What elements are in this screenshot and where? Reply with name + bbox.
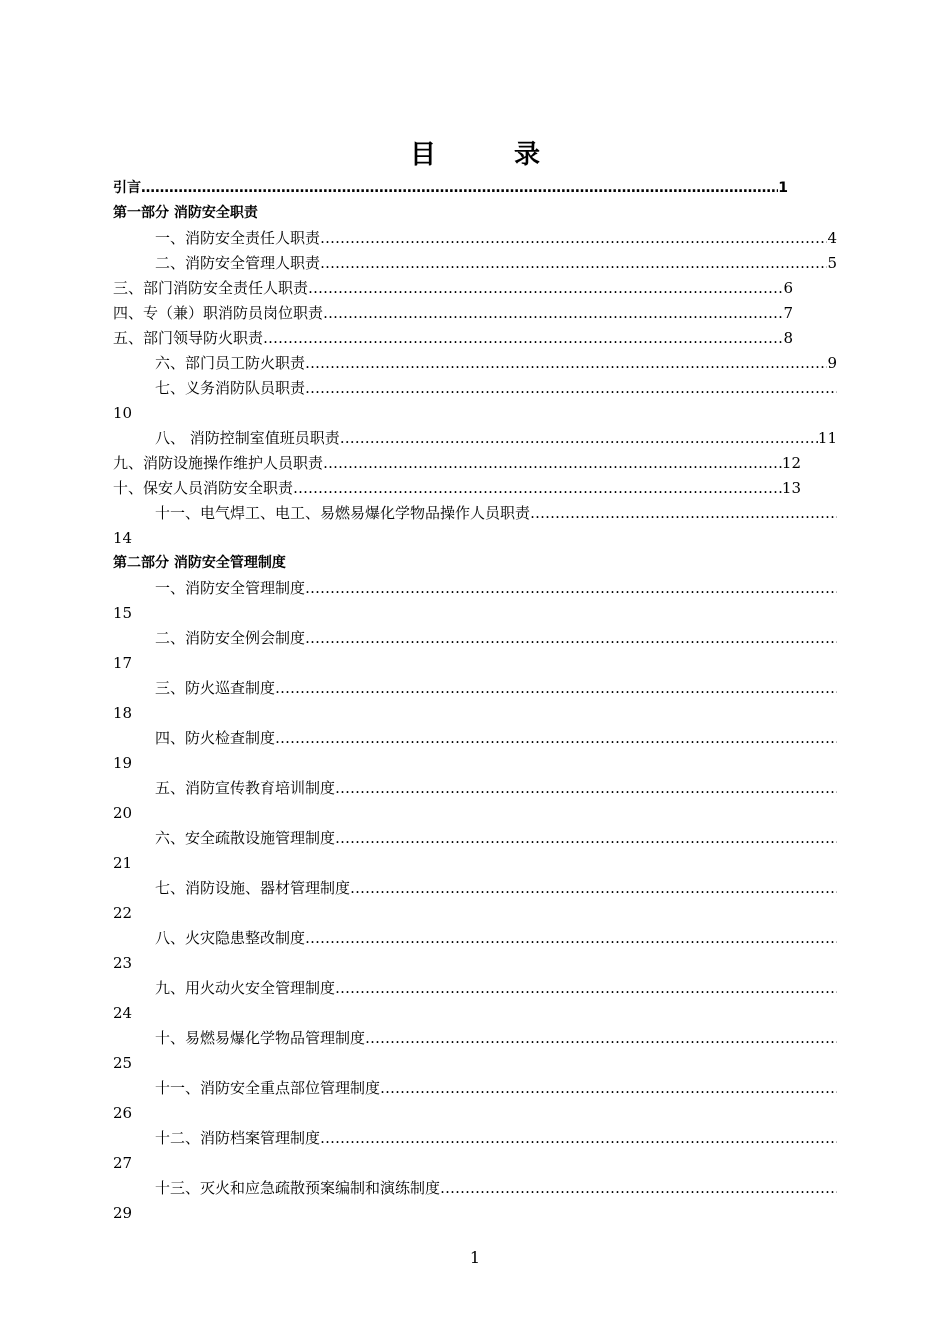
toc-entry[interactable]: 四、专（兼）职消防员岗位职责 …………………………………………………………………………………………………………………………………………………………………………………………………… 7 <box>113 301 793 326</box>
toc-entry[interactable]: 二、消防安全例会制度 …………………………………………………………………………………………………………………………………………………………………………………………………… <box>113 626 837 651</box>
toc-title <box>0 134 950 171</box>
toc-entry-page: 29 <box>113 1204 133 1222</box>
toc-entry[interactable]: 九、用火动火安全管理制度 …………………………………………………………………………………………………………………………………………………………………………………………………… <box>113 976 837 1001</box>
toc-entry[interactable]: 十三、灭火和应急疏散预案编制和演练制度 …………………………………………………………………………………………………………………………………………………………………………………………………… <box>113 1176 837 1201</box>
page-number: 1 <box>469 1248 481 1267</box>
toc-entry[interactable]: 一、消防安全管理制度 …………………………………………………………………………………………………………………………………………………………………………………………………… <box>113 576 837 601</box>
toc-entry[interactable]: 八、火灾隐患整改制度 …………………………………………………………………………………………………………………………………………………………………………………………………… <box>113 926 837 951</box>
toc-entry[interactable]: 八、 消防控制室值班员职责 …………………………………………………………………………………………………………………………………………………………………………………………………… 11 <box>113 426 837 451</box>
toc-entry[interactable]: 五、消防宣传教育培训制度 …………………………………………………………………………………………………………………………………………………………………………………………………… <box>113 776 837 801</box>
toc-entry[interactable]: 五、部门领导防火职责 …………………………………………………………………………………………………………………………………………………………………………………………………… 8 <box>113 326 793 351</box>
toc-entry[interactable]: 一、消防安全责任人职责 …………………………………………………………………………………………………………………………………………………………………………………………………… 4 <box>113 226 837 251</box>
toc-entry[interactable]: 六、安全疏散设施管理制度 …………………………………………………………………………………………………………………………………………………………………………………………………… <box>113 826 837 851</box>
toc-entry-page: 26 <box>113 1104 133 1122</box>
toc-entry[interactable]: 六、部门员工防火职责 …………………………………………………………………………………………………………………………………………………………………………………………………… 9 <box>113 351 837 376</box>
toc-entry[interactable]: 七、义务消防队员职责 …………………………………………………………………………………………………………………………………………………………………………………………………… <box>113 376 837 401</box>
toc-entry[interactable]: 九、消防设施操作维护人员职责 …………………………………………………………………………………………………………………………………………………………………………………………………… 12 <box>113 451 801 476</box>
toc-entry-page: 27 <box>113 1154 133 1172</box>
toc-title-left: 目 <box>409 140 436 170</box>
toc-entry-page: 24 <box>113 1004 133 1022</box>
toc-entry[interactable]: 十一、消防安全重点部位管理制度 …………………………………………………………………………………………………………………………………………………………………………………………………… <box>113 1076 837 1101</box>
toc-entry[interactable]: 十、保安人员消防安全职责 …………………………………………………………………………………………………………………………………………………………………………………………………… 13 <box>113 476 801 501</box>
toc-entry-page: 23 <box>113 954 133 972</box>
toc-section-heading[interactable]: 第二部分 消防安全管理制度 <box>113 555 286 571</box>
toc-entry-page: 18 <box>113 704 133 722</box>
toc-entry[interactable]: 七、消防设施、器材管理制度 …………………………………………………………………………………………………………………………………………………………………………………………………… <box>113 876 837 901</box>
toc-title-right: 录 <box>514 140 541 170</box>
toc-entry-page: 10 <box>113 404 133 422</box>
toc-entry[interactable]: 三、防火巡查制度 …………………………………………………………………………………………………………………………………………………………………………………………………… <box>113 676 837 701</box>
table-of-contents <box>113 176 837 1226</box>
toc-entry[interactable]: 二、消防安全管理人职责 …………………………………………………………………………………………………………………………………………………………………………………………………… 5 <box>113 251 837 276</box>
toc-entry-page: 19 <box>113 754 133 772</box>
toc-entry[interactable]: 引言 …………………………………………………………………………………………………………………………………………………………………………………………………… 1 <box>113 176 788 201</box>
toc-section-heading[interactable]: 第一部分 消防安全职责 <box>113 205 258 221</box>
toc-entry-page: 14 <box>113 529 133 547</box>
toc-entry-page: 25 <box>113 1054 133 1072</box>
toc-entry-page: 22 <box>113 904 133 922</box>
toc-entry[interactable]: 十二、消防档案管理制度 …………………………………………………………………………………………………………………………………………………………………………………………………… <box>113 1126 837 1151</box>
toc-entry[interactable]: 三、部门消防安全责任人职责 …………………………………………………………………………………………………………………………………………………………………………………………………… 6 <box>113 276 793 301</box>
toc-entry[interactable]: 十一、电气焊工、电工、易燃易爆化学物品操作人员职责 …………………………………………………………………………………………………………………………………………………………………………………………………… <box>113 501 837 526</box>
toc-entry-page: 20 <box>113 804 133 822</box>
toc-entry-page: 17 <box>113 654 133 672</box>
toc-entry[interactable]: 十、易燃易爆化学物品管理制度 …………………………………………………………………………………………………………………………………………………………………………………………………… <box>113 1026 837 1051</box>
toc-entry-page: 15 <box>113 604 133 622</box>
toc-entry-page: 21 <box>113 854 133 872</box>
toc-entry[interactable]: 四、防火检查制度 …………………………………………………………………………………………………………………………………………………………………………………………………… <box>113 726 837 751</box>
